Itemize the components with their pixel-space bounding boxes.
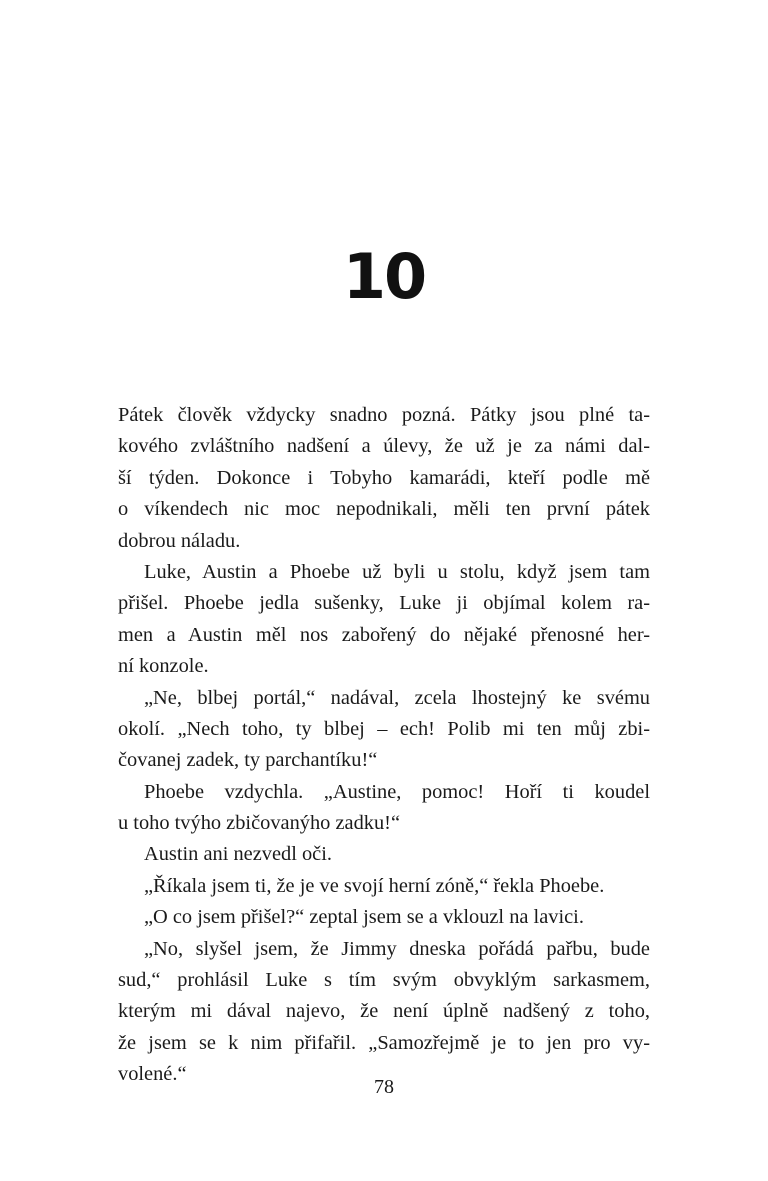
paragraph [118,777,650,840]
paragraph [118,683,650,777]
text-line: že jsem se k nim přifařil. „Samozřejmě je to jen pro vy- [118,1031,650,1054]
chapter-body-text [118,400,650,1091]
text-line: „Ne, blbej portál,“ nadával, zcela lhostejný ke svému [144,686,650,709]
text-line: Austin ani nezvedl oči. [144,843,332,866]
paragraph [118,934,650,1091]
text-line: čovanej zadek, ty parchantíku!“ [118,749,378,772]
text-line: Pátek člověk vždycky snadno pozná. Pátky jsou plné ta- [118,404,650,426]
text-line: „Říkala jsem ti, že je ve svojí herní zóně,“ řekla Phoebe. [144,874,605,897]
text-line: Phoebe vzdychla. „Austine, pomoc! Hoří ti koudel [144,780,650,803]
text-line: Luke, Austin a Phoebe už byli u stolu, když jsem tam [144,560,650,583]
text-line: kterým mi dával najevo, že není úplně nadšený z toho, [118,1000,650,1023]
text-line: ní konzole. [118,655,209,678]
paragraph [118,839,650,870]
text-line: okolí. „Nech toho, ty blbej – ech! Polib mi ten můj zbi- [118,717,650,740]
text-line: volené.“ [118,1063,187,1086]
text-line: kového zvláštního nadšení a úlevy, že už je za námi dal- [118,435,650,458]
text-line: sud,“ prohlásil Luke s tím svým obvyklým sarkasmem, [118,969,650,992]
text-line: „O co jsem přišel?“ zeptal jsem se a vklouzl na lavici. [144,906,584,929]
text-line: o víkendech nic moc nepodnikali, měli ten první pátek [118,498,650,521]
text-line: dobrou náladu. [118,529,241,552]
chapter-number: 10 [342,240,426,313]
paragraph [118,557,650,683]
paragraph [118,871,650,902]
paragraph [118,400,650,557]
text-line: přišel. Phoebe jedla sušenky, Luke ji objímal kolem ra- [118,592,650,615]
paragraph [118,902,650,933]
text-line: men a Austin měl nos zabořený do nějaké přenosné her- [118,623,650,646]
text-line: ší týden. Dokonce i Tobyho kamarádi, kteří podle mě [118,466,650,489]
page-number: 78 [374,1076,394,1098]
text-line: u toho tvýho zbičovanýho zadku!“ [118,812,400,835]
text-line: „No, slyšel jsem, že Jimmy dneska pořádá pařbu, bude [144,937,650,960]
